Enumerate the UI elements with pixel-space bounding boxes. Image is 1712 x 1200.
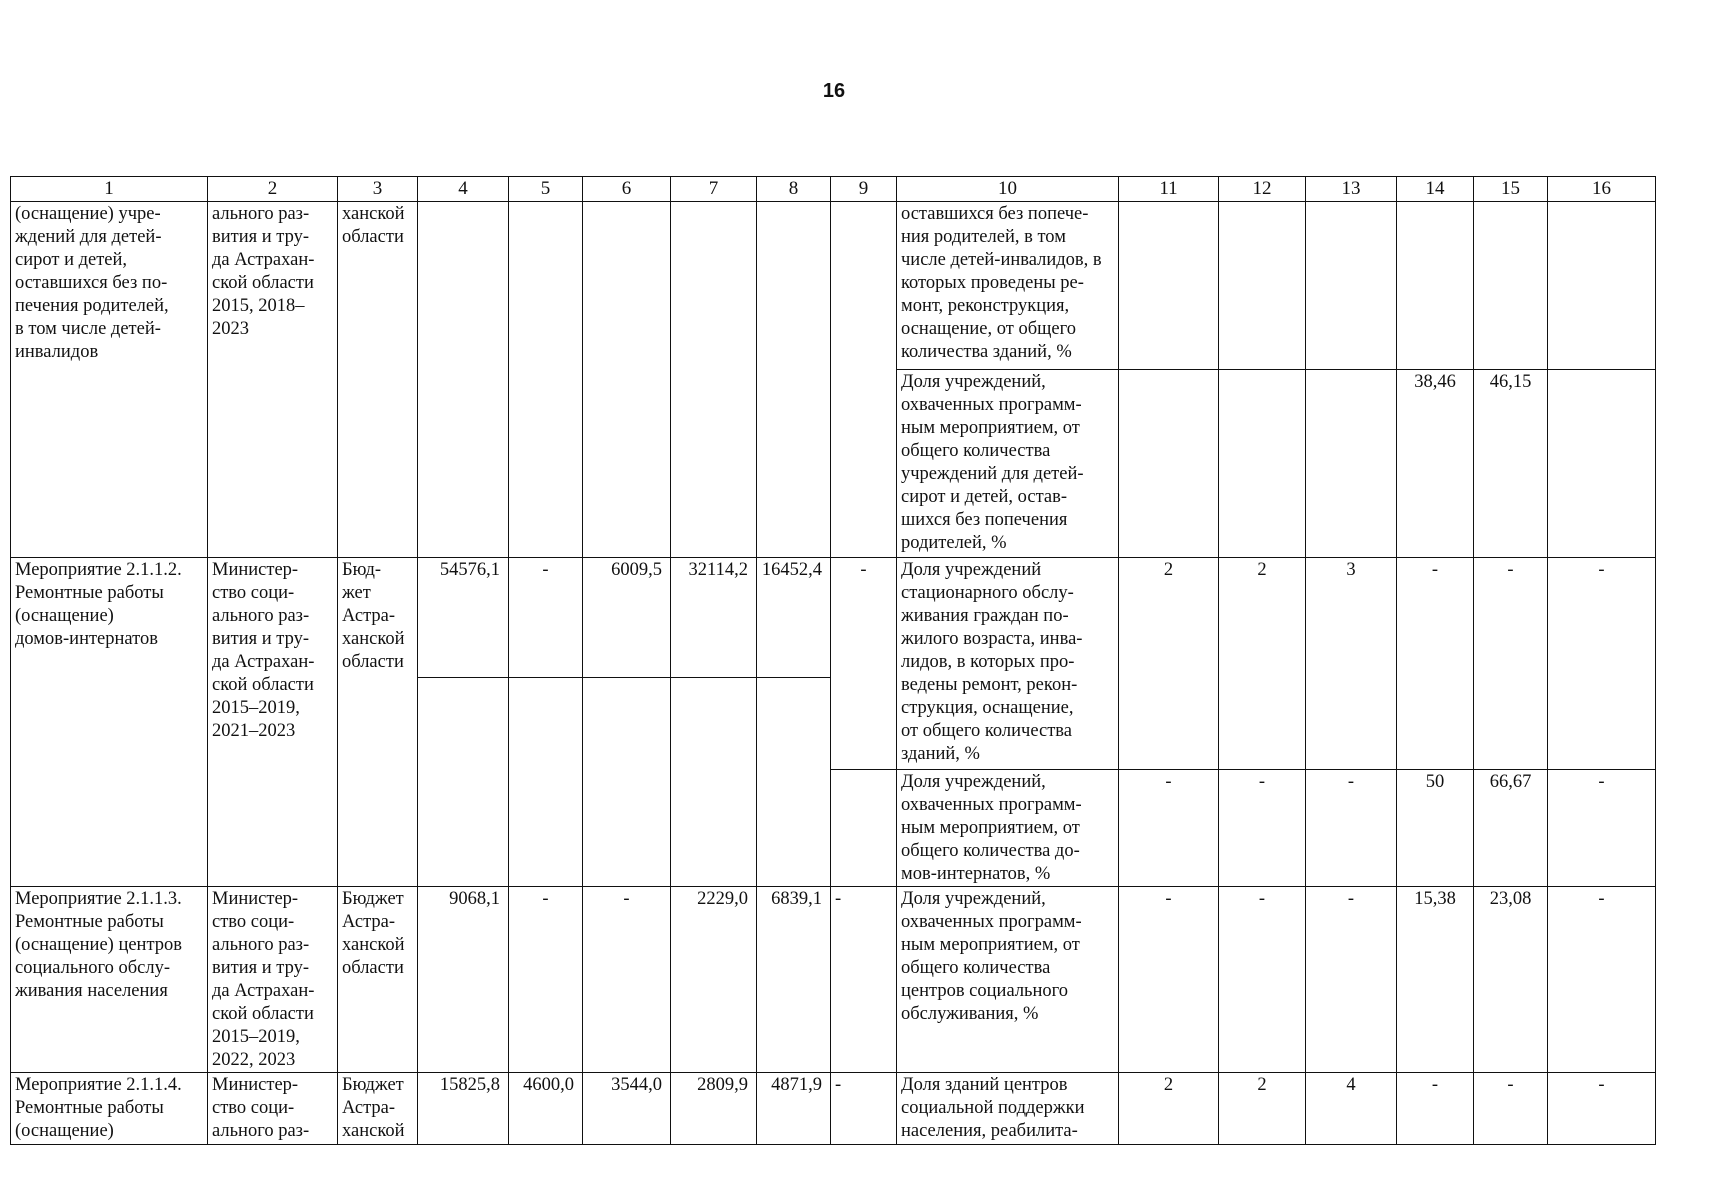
column-header: 2 <box>208 177 338 202</box>
indicator-cell: оставшихся без попече- ния родителей, в том числе детей-инвалидов, в которых проведены ре- монт, реконструкция, оснащение, от общего количества зданий, % <box>897 202 1119 370</box>
indicator-value-cell: 38,46 <box>1397 370 1474 558</box>
amount-cell <box>831 202 897 558</box>
program-measures-table <box>10 176 1656 1145</box>
column-header: 7 <box>671 177 757 202</box>
funding-source-cell: Бюд- жет Астра- ханской области <box>338 558 418 887</box>
amount-total-cell: 54576,1 <box>418 558 509 678</box>
column-header: 6 <box>583 177 671 202</box>
amount-cell: 16452,4 <box>757 558 831 678</box>
indicator-value-cell: - <box>1219 887 1306 1073</box>
table-row <box>11 202 1656 370</box>
amount-total-cell <box>418 678 509 887</box>
indicator-value-cell: 15,38 <box>1397 887 1474 1073</box>
column-header: 10 <box>897 177 1119 202</box>
indicator-value-cell: 66,67 <box>1474 770 1548 887</box>
table-row <box>11 1073 1656 1145</box>
column-header: 15 <box>1474 177 1548 202</box>
amount-cell: 32114,2 <box>671 558 757 678</box>
indicator-value-cell: - <box>1548 1073 1656 1145</box>
indicator-value-cell: - <box>1397 558 1474 770</box>
amount-cell: 6009,5 <box>583 558 671 678</box>
indicator-value-cell: - <box>1548 558 1656 770</box>
indicator-value-cell: 2 <box>1219 1073 1306 1145</box>
indicator-value-cell <box>1548 370 1656 558</box>
amount-total-cell <box>418 202 509 558</box>
measure-name-cell: (оснащение) учре- ждений для детей- сирот и детей, оставшихся без по- печения родителей, в том числе детей- инвалидов <box>11 202 208 558</box>
column-header: 1 <box>11 177 208 202</box>
indicator-value-cell: 3 <box>1306 558 1397 770</box>
amount-cell <box>757 678 831 887</box>
amount-cell: - <box>831 887 897 1073</box>
amount-cell: 2809,9 <box>671 1073 757 1145</box>
indicator-value-cell: - <box>1306 887 1397 1073</box>
indicator-value-cell: 2 <box>1119 1073 1219 1145</box>
column-header: 8 <box>757 177 831 202</box>
column-header: 5 <box>509 177 583 202</box>
measure-name-cell: Мероприятие 2.1.1.2. Ремонтные работы (оснащение) домов-интернатов <box>11 558 208 887</box>
amount-cell: 6839,1 <box>757 887 831 1073</box>
executor-cell: Министер- ство соци- ального раз- вития и тру- да Астрахан- ской области 2015–2019, 2022, 2023 <box>208 887 338 1073</box>
amount-cell <box>583 678 671 887</box>
indicator-value-cell: - <box>1119 887 1219 1073</box>
funding-source-cell: Бюджет Астра- ханской <box>338 1073 418 1145</box>
executor-cell: Министер- ство соци- ального раз- вития и тру- да Астрахан- ской области 2015–2019, 2021–2023 <box>208 558 338 887</box>
measure-name-cell: Мероприятие 2.1.1.4. Ремонтные работы (оснащение) <box>11 1073 208 1145</box>
amount-total-cell: 9068,1 <box>418 887 509 1073</box>
indicator-value-cell: - <box>1474 558 1548 770</box>
amount-cell: - <box>583 887 671 1073</box>
amount-cell <box>671 678 757 887</box>
amount-cell: - <box>831 558 897 770</box>
amount-cell <box>509 678 583 887</box>
amount-cell <box>757 202 831 558</box>
indicator-value-cell: - <box>1219 770 1306 887</box>
amount-cell <box>831 770 897 887</box>
indicator-value-cell <box>1119 370 1219 558</box>
indicator-value-cell <box>1219 202 1306 370</box>
indicator-value-cell: 2 <box>1219 558 1306 770</box>
indicator-value-cell <box>1306 370 1397 558</box>
page-number: 16 <box>822 80 846 102</box>
amount-cell: 4600,0 <box>509 1073 583 1145</box>
indicator-value-cell <box>1548 202 1656 370</box>
column-header: 3 <box>338 177 418 202</box>
indicator-value-cell: 46,15 <box>1474 370 1548 558</box>
column-header: 11 <box>1119 177 1219 202</box>
measure-name-cell: Мероприятие 2.1.1.3. Ремонтные работы (оснащение) центров социального обслу- живания населения <box>11 887 208 1073</box>
amount-cell <box>509 202 583 558</box>
executor-cell: ального раз- вития и тру- да Астрахан- ской области 2015, 2018– 2023 <box>208 202 338 558</box>
column-header: 16 <box>1548 177 1656 202</box>
column-header: 4 <box>418 177 509 202</box>
indicator-value-cell: - <box>1548 770 1656 887</box>
column-header: 14 <box>1397 177 1474 202</box>
table-row <box>11 558 1656 678</box>
amount-cell: 2229,0 <box>671 887 757 1073</box>
indicator-value-cell <box>1306 202 1397 370</box>
indicator-value-cell: - <box>1474 1073 1548 1145</box>
indicator-value-cell: 2 <box>1119 558 1219 770</box>
indicator-cell: Доля учреждений, охваченных программ- ным мероприятием, от общего количества до- мов-интернатов, % <box>897 770 1119 887</box>
indicator-value-cell <box>1219 370 1306 558</box>
indicator-value-cell <box>1474 202 1548 370</box>
amount-cell: - <box>831 1073 897 1145</box>
indicator-cell: Доля учреждений, охваченных программ- ным мероприятием, от общего количества центров социального обслуживания, % <box>897 887 1119 1073</box>
column-header: 12 <box>1219 177 1306 202</box>
indicator-cell: Доля учреждений, охваченных программ- ным мероприятием, от общего количества учреждений для детей- сирот и детей, остав- шихся без попечения родителей, % <box>897 370 1119 558</box>
indicator-value-cell: - <box>1119 770 1219 887</box>
table-row <box>11 887 1656 1073</box>
funding-source-cell: ханской области <box>338 202 418 558</box>
amount-total-cell: 15825,8 <box>418 1073 509 1145</box>
indicator-value-cell: 23,08 <box>1474 887 1548 1073</box>
indicator-cell: Доля учреждений стационарного обслу- живания граждан по- жилого возраста, инва- лидов, в которых про- ведены ремонт, рекон- струкция, оснащение, от общего количества зданий, % <box>897 558 1119 770</box>
indicator-value-cell: 50 <box>1397 770 1474 887</box>
amount-cell: - <box>509 887 583 1073</box>
indicator-value-cell: - <box>1548 887 1656 1073</box>
funding-source-cell: Бюджет Астра- ханской области <box>338 887 418 1073</box>
column-header: 13 <box>1306 177 1397 202</box>
indicator-value-cell <box>1119 202 1219 370</box>
column-header: 9 <box>831 177 897 202</box>
indicator-cell: Доля зданий центров социальной поддержки населения, реабилита- <box>897 1073 1119 1145</box>
amount-cell <box>583 202 671 558</box>
amount-cell <box>671 202 757 558</box>
executor-cell: Министер- ство соци- ального раз- <box>208 1073 338 1145</box>
indicator-value-cell: - <box>1397 1073 1474 1145</box>
amount-cell: 4871,9 <box>757 1073 831 1145</box>
column-number-row <box>11 177 1656 202</box>
indicator-value-cell: 4 <box>1306 1073 1397 1145</box>
amount-cell: 3544,0 <box>583 1073 671 1145</box>
indicator-value-cell <box>1397 202 1474 370</box>
amount-cell: - <box>509 558 583 678</box>
indicator-value-cell: - <box>1306 770 1397 887</box>
